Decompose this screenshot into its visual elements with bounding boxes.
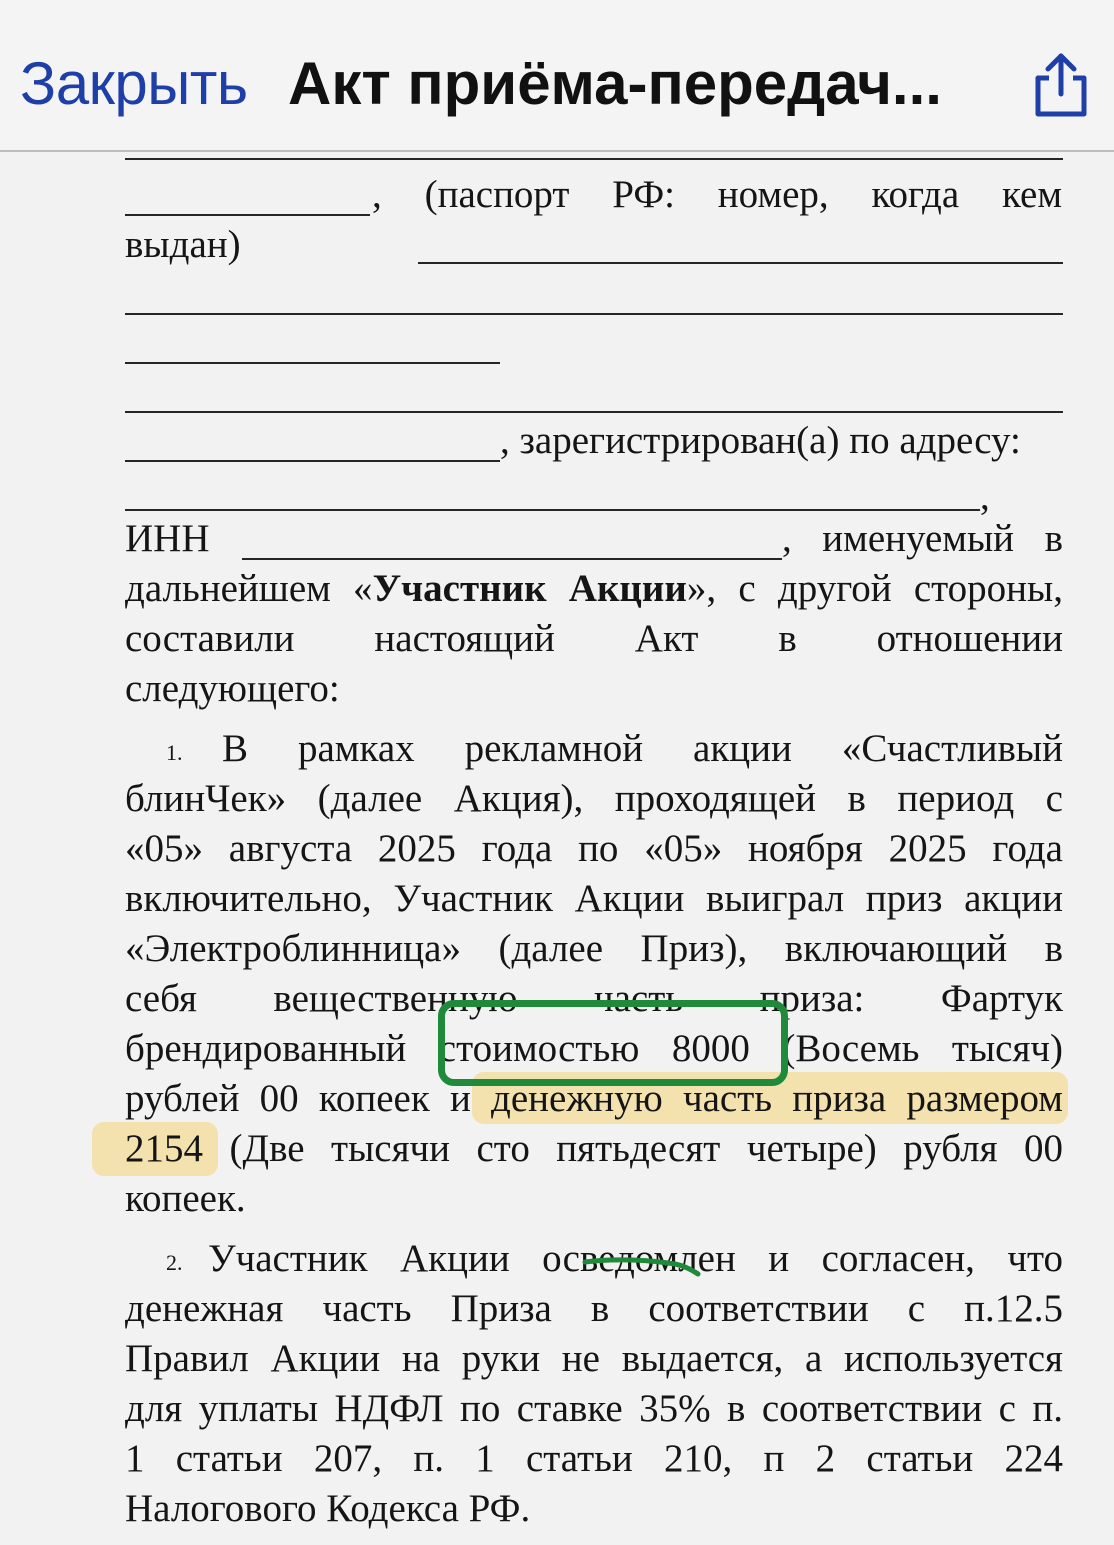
navigation-bar	[0, 0, 1114, 152]
paragraph-line: Участник Акции осведомлен и согласен, что	[208, 1237, 1063, 1280]
document-page	[0, 152, 1114, 1545]
paragraph-line: денежная часть Приза в соответствии с п.12.5	[125, 1287, 1063, 1330]
participant-term: Участник Акции	[372, 567, 687, 610]
doc-line: следующего:	[125, 667, 340, 710]
inn-tail: , именуемый в	[782, 517, 1063, 560]
blank-line	[418, 262, 1063, 264]
inn-blank	[242, 558, 782, 560]
close-button[interactable]: Закрыть	[20, 50, 248, 117]
blank-line	[125, 214, 370, 216]
share-button[interactable]	[1028, 50, 1094, 120]
doc-line: составили настоящий Акт в отношении	[125, 617, 1063, 660]
paragraph-line: копеек.	[125, 1177, 246, 1220]
paragraph-line: «Электроблинница» (далее Приз), включающий в	[125, 927, 1063, 970]
paragraph-line: В рамках рекламной акции «Счастливый	[222, 727, 1063, 770]
paragraph-line: Налогового Кодекса РФ.	[125, 1487, 531, 1530]
blank-line	[125, 411, 1063, 413]
address-comma: ,	[980, 475, 990, 518]
blank-line	[125, 158, 1063, 160]
passport-label-cont: выдан)	[125, 223, 241, 266]
paragraph-line: рублей 00 копеек и денежную часть приза размером	[125, 1077, 1063, 1120]
paragraph-line: 2154 (Две тысячи сто пятьдесят четыре) рубля 00	[125, 1127, 1063, 1170]
blank-line	[125, 509, 980, 511]
blank-line	[125, 460, 500, 462]
paragraph-number: 2.	[166, 1250, 183, 1275]
paragraph-number: 1.	[166, 740, 183, 765]
blank-line	[125, 362, 500, 364]
paragraph-line: блинЧек» (далее Акция), проходящей в период с	[125, 777, 1063, 820]
paragraph-line: включительно, Участник Акции выиграл приз акции	[125, 877, 1063, 920]
paragraph-line: для уплаты НДФЛ по ставке 35% в соответствии с п.	[125, 1387, 1063, 1430]
paragraph-line: себя вещественную часть приза: Фартук	[125, 977, 1063, 1020]
paragraph-line: «05» августа 2025 года по «05» ноября 2025 года	[125, 827, 1063, 870]
annotation-box	[438, 1000, 788, 1086]
document-title: Акт приёма-передач...	[288, 50, 942, 117]
doc-line: дальнейшем «Участник Акции», с другой стороны,	[125, 567, 1063, 610]
blank-line	[125, 313, 1063, 315]
inn-label: ИНН	[125, 517, 210, 560]
passport-label: , (паспорт РФ: номер, когда кем	[372, 173, 1062, 216]
annotation-stroke	[580, 1250, 710, 1280]
paragraph-line: Правил Акции на руки не выдается, а используется	[125, 1337, 1063, 1380]
paragraph-line: брендированный стоимостью 8000 (Восемь тысяч)	[125, 1027, 1063, 1070]
registered-label: , зарегистрирован(а) по адресу:	[500, 419, 1021, 462]
paragraph-line: 1 статьи 207, п. 1 статьи 210, п 2 статьи 224	[125, 1437, 1063, 1480]
share-icon	[1028, 50, 1094, 120]
